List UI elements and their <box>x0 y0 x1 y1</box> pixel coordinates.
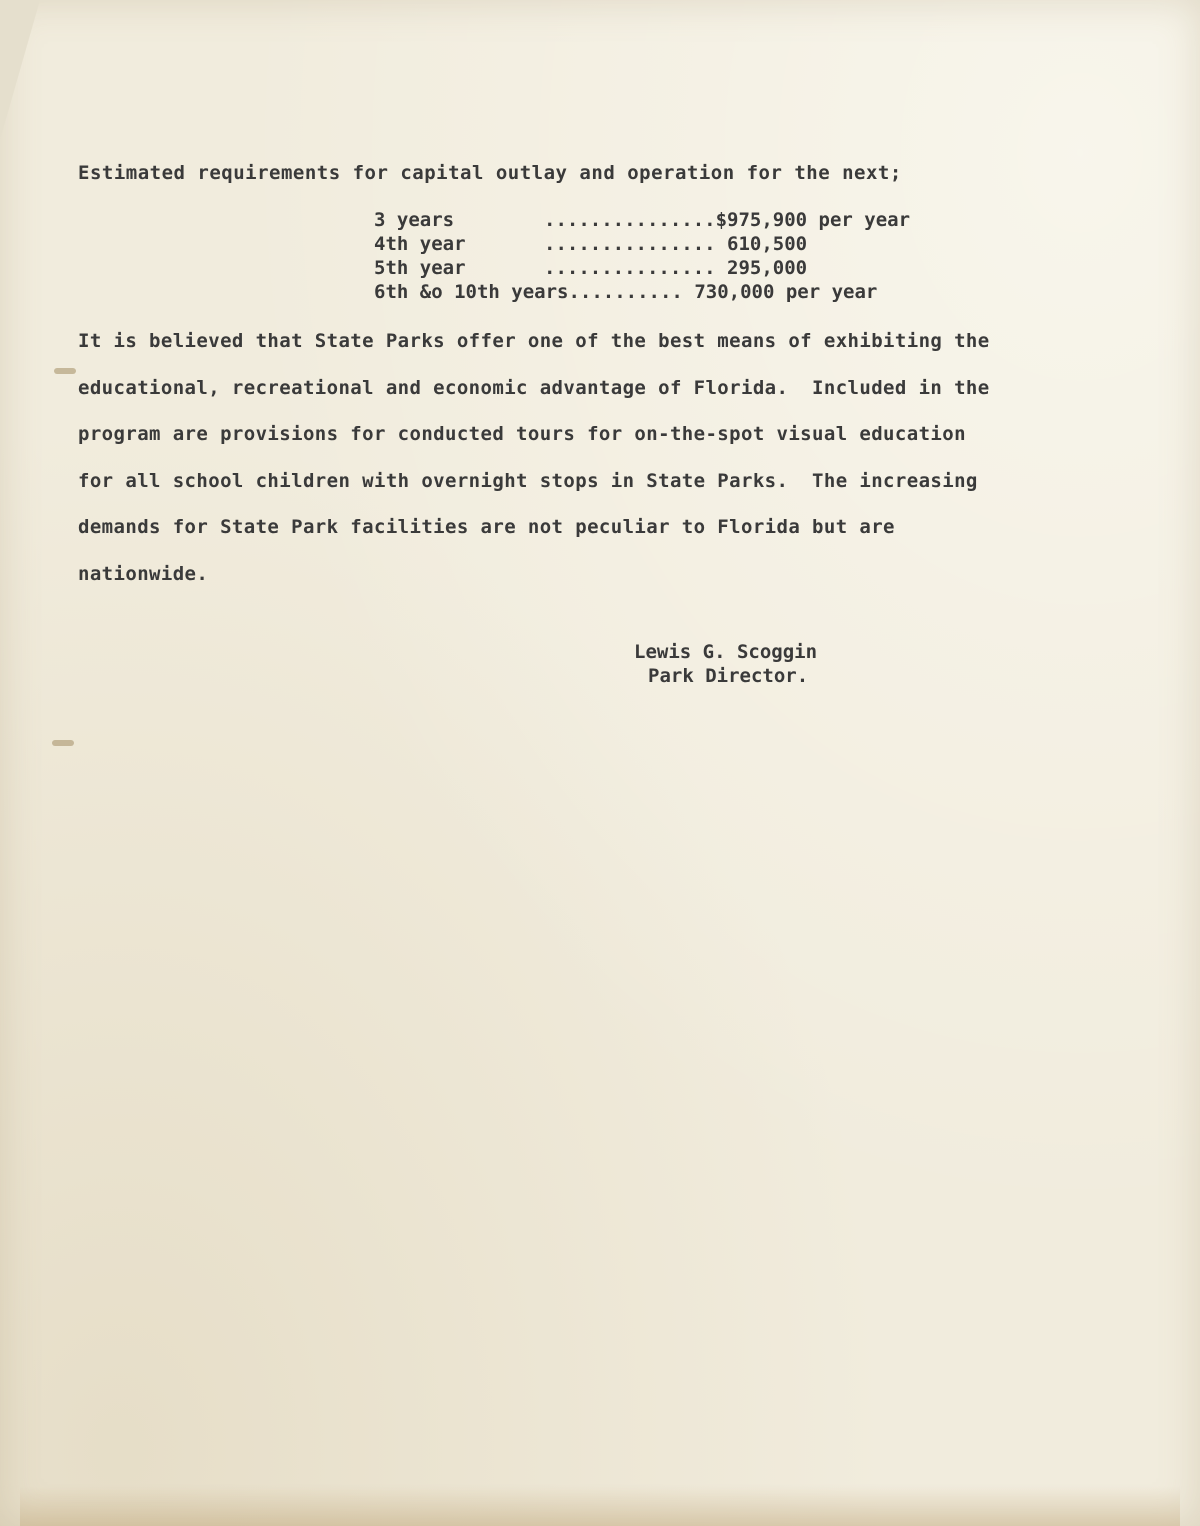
edge-stain <box>20 1486 1180 1526</box>
paragraph-line: demands for State Park facilities are not peculiar to Florida but are <box>78 516 895 538</box>
paragraph-line: educational, recreational and economic advantage of Florida. Included in the <box>78 376 990 399</box>
requirement-amount: 610,500 <box>727 233 808 255</box>
staple-mark <box>54 368 76 374</box>
signature-block <box>634 640 817 688</box>
body-paragraph <box>78 318 1138 597</box>
requirement-period: 3 years <box>374 209 455 231</box>
requirement-amount: 730,000 per year <box>694 281 878 303</box>
staple-mark <box>52 740 74 746</box>
leader-dots: ............... <box>544 257 728 279</box>
requirement-period: 4th year <box>374 233 466 255</box>
folded-corner <box>0 0 40 140</box>
leader-dots: ............... <box>544 209 716 231</box>
leader-dots: .......... <box>568 281 695 303</box>
requirement-amount: $975,900 per year <box>715 209 911 231</box>
requirement-amount: 295,000 <box>727 257 808 279</box>
paragraph-line: program are provisions for conducted tours for on-the-spot visual education <box>78 423 966 445</box>
requirement-row <box>374 280 910 304</box>
requirement-row <box>374 232 910 256</box>
requirement-period: 5th year <box>374 257 466 279</box>
heading-line: Estimated requirements for capital outlay and operation for the next; <box>78 162 902 184</box>
paragraph-line: for all school children with overnight stops in State Parks. The increasing <box>78 469 978 492</box>
requirement-row <box>374 208 910 232</box>
paragraph-line: It is believed that State Parks offer one of the best means of exhibiting the <box>78 330 990 352</box>
paragraph-line: nationwide. <box>78 562 209 585</box>
requirement-row <box>374 256 910 280</box>
leader-dots: ............... <box>544 233 728 255</box>
signatory-name: Lewis G. Scoggin <box>634 641 818 663</box>
requirement-period: 6th &o 10th years <box>374 281 569 303</box>
requirements-table <box>374 208 910 304</box>
signatory-title: Park Director. <box>648 665 809 687</box>
